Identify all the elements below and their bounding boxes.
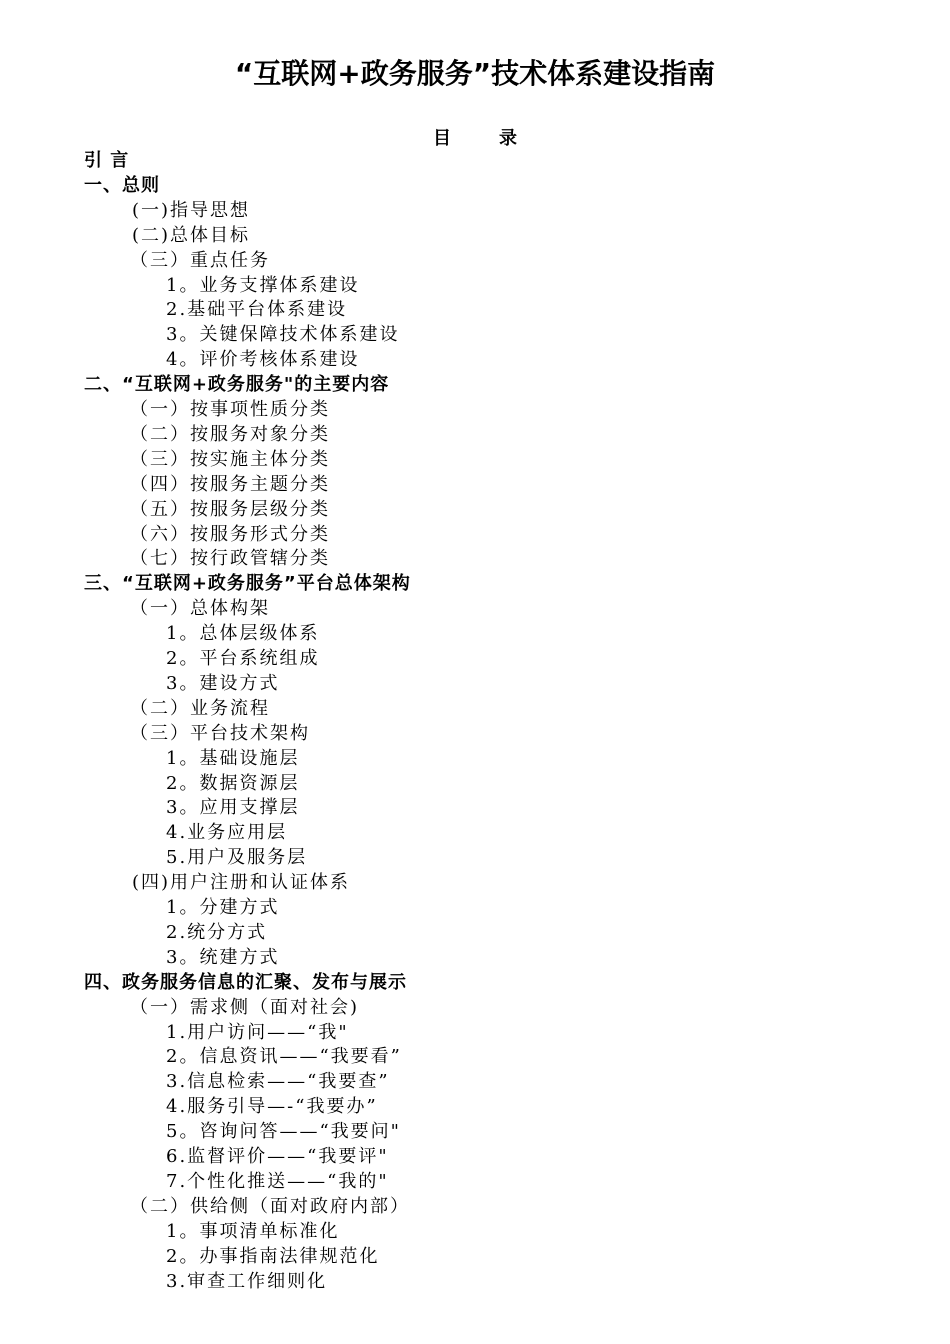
toc-subsection: （一）需求侧（面对社会) xyxy=(130,996,360,1018)
toc-subsection: （一）总体构架 xyxy=(130,598,270,620)
toc-item: 5.用户及服务层 xyxy=(166,847,308,869)
toc-subsection: (一)指导思想 xyxy=(132,199,251,221)
toc-subsection: （四）按服务主题分类 xyxy=(130,473,330,495)
toc-subsection: （二）业务流程 xyxy=(130,697,270,719)
toc-item: 4.业务应用层 xyxy=(166,822,288,844)
toc-item: 1。事项清单标准化 xyxy=(166,1220,340,1242)
toc-subsection: (二)总体目标 xyxy=(132,224,251,246)
toc-item: 3.信息检索——“我要查” xyxy=(166,1071,390,1093)
toc-heading-left: 目 xyxy=(433,128,451,149)
toc-item: 1。业务支撑体系建设 xyxy=(166,274,360,296)
toc-subsection: （一）按事项性质分类 xyxy=(130,399,330,420)
toc-subsection: （三）平台技术架构 xyxy=(130,722,310,744)
toc-section: 二、“互联网+政务服务"的主要内容 xyxy=(84,374,390,396)
document-title: “互联网+政务服务”技术体系建设指南 xyxy=(234,57,716,90)
toc-item: 2。数据资源层 xyxy=(166,772,300,794)
toc-subsection: （三）重点任务 xyxy=(130,249,270,271)
toc-heading-right: 录 xyxy=(499,128,517,149)
toc-item: 4.服务引导—-“我要办” xyxy=(166,1096,378,1118)
toc-section: 一、总则 xyxy=(84,174,160,196)
toc-item: 3.审查工作细则化 xyxy=(166,1270,328,1292)
toc-item: 4。评价考核体系建设 xyxy=(166,349,360,371)
toc-section: 四、政务服务信息的汇聚、发布与展示 xyxy=(84,971,407,993)
toc-item: 3。建设方式 xyxy=(166,672,280,694)
toc-item: 2.基础平台体系建设 xyxy=(166,299,348,321)
toc-item: 1。基础设施层 xyxy=(166,747,300,769)
toc-item: 2。平台系统组成 xyxy=(166,648,320,669)
toc-heading xyxy=(0,124,950,150)
toc-item: 3。应用支撑层 xyxy=(166,797,300,819)
toc-item: 1.用户访问——“我" xyxy=(166,1021,349,1043)
toc-item: 2。办事指南法律规范化 xyxy=(166,1245,380,1267)
toc-subsection: （二）供给侧（面对政府内部） xyxy=(130,1195,410,1217)
toc-item: 2。信息资讯——“我要看” xyxy=(166,1046,402,1068)
toc-item: 2.统分方式 xyxy=(166,921,268,943)
toc-item: 1。总体层级体系 xyxy=(166,623,320,645)
toc-item: 7.个性化推送——“我的" xyxy=(166,1170,389,1192)
toc-subsection: (四)用户注册和认证体系 xyxy=(132,872,351,894)
toc-subsection: （七）按行政管辖分类 xyxy=(130,548,330,570)
toc-section: 引 言 xyxy=(84,150,130,171)
toc-subsection: （二）按服务对象分类 xyxy=(130,423,330,445)
toc-subsection: （五）按服务层级分类 xyxy=(130,498,330,520)
toc-subsection: （三）按实施主体分类 xyxy=(130,448,330,470)
toc-item: 6.监督评价——“我要评" xyxy=(166,1146,389,1167)
toc-subsection: （六）按服务形式分类 xyxy=(130,523,330,545)
toc-item: 3。关键保障技术体系建设 xyxy=(166,324,400,346)
toc-item: 1。分建方式 xyxy=(166,897,280,918)
toc-item: 5。咨询问答——“我要问" xyxy=(166,1121,401,1143)
toc-section: 三、“互联网+政务服务”平台总体架构 xyxy=(84,573,411,595)
toc-item: 3。统建方式 xyxy=(166,946,280,968)
